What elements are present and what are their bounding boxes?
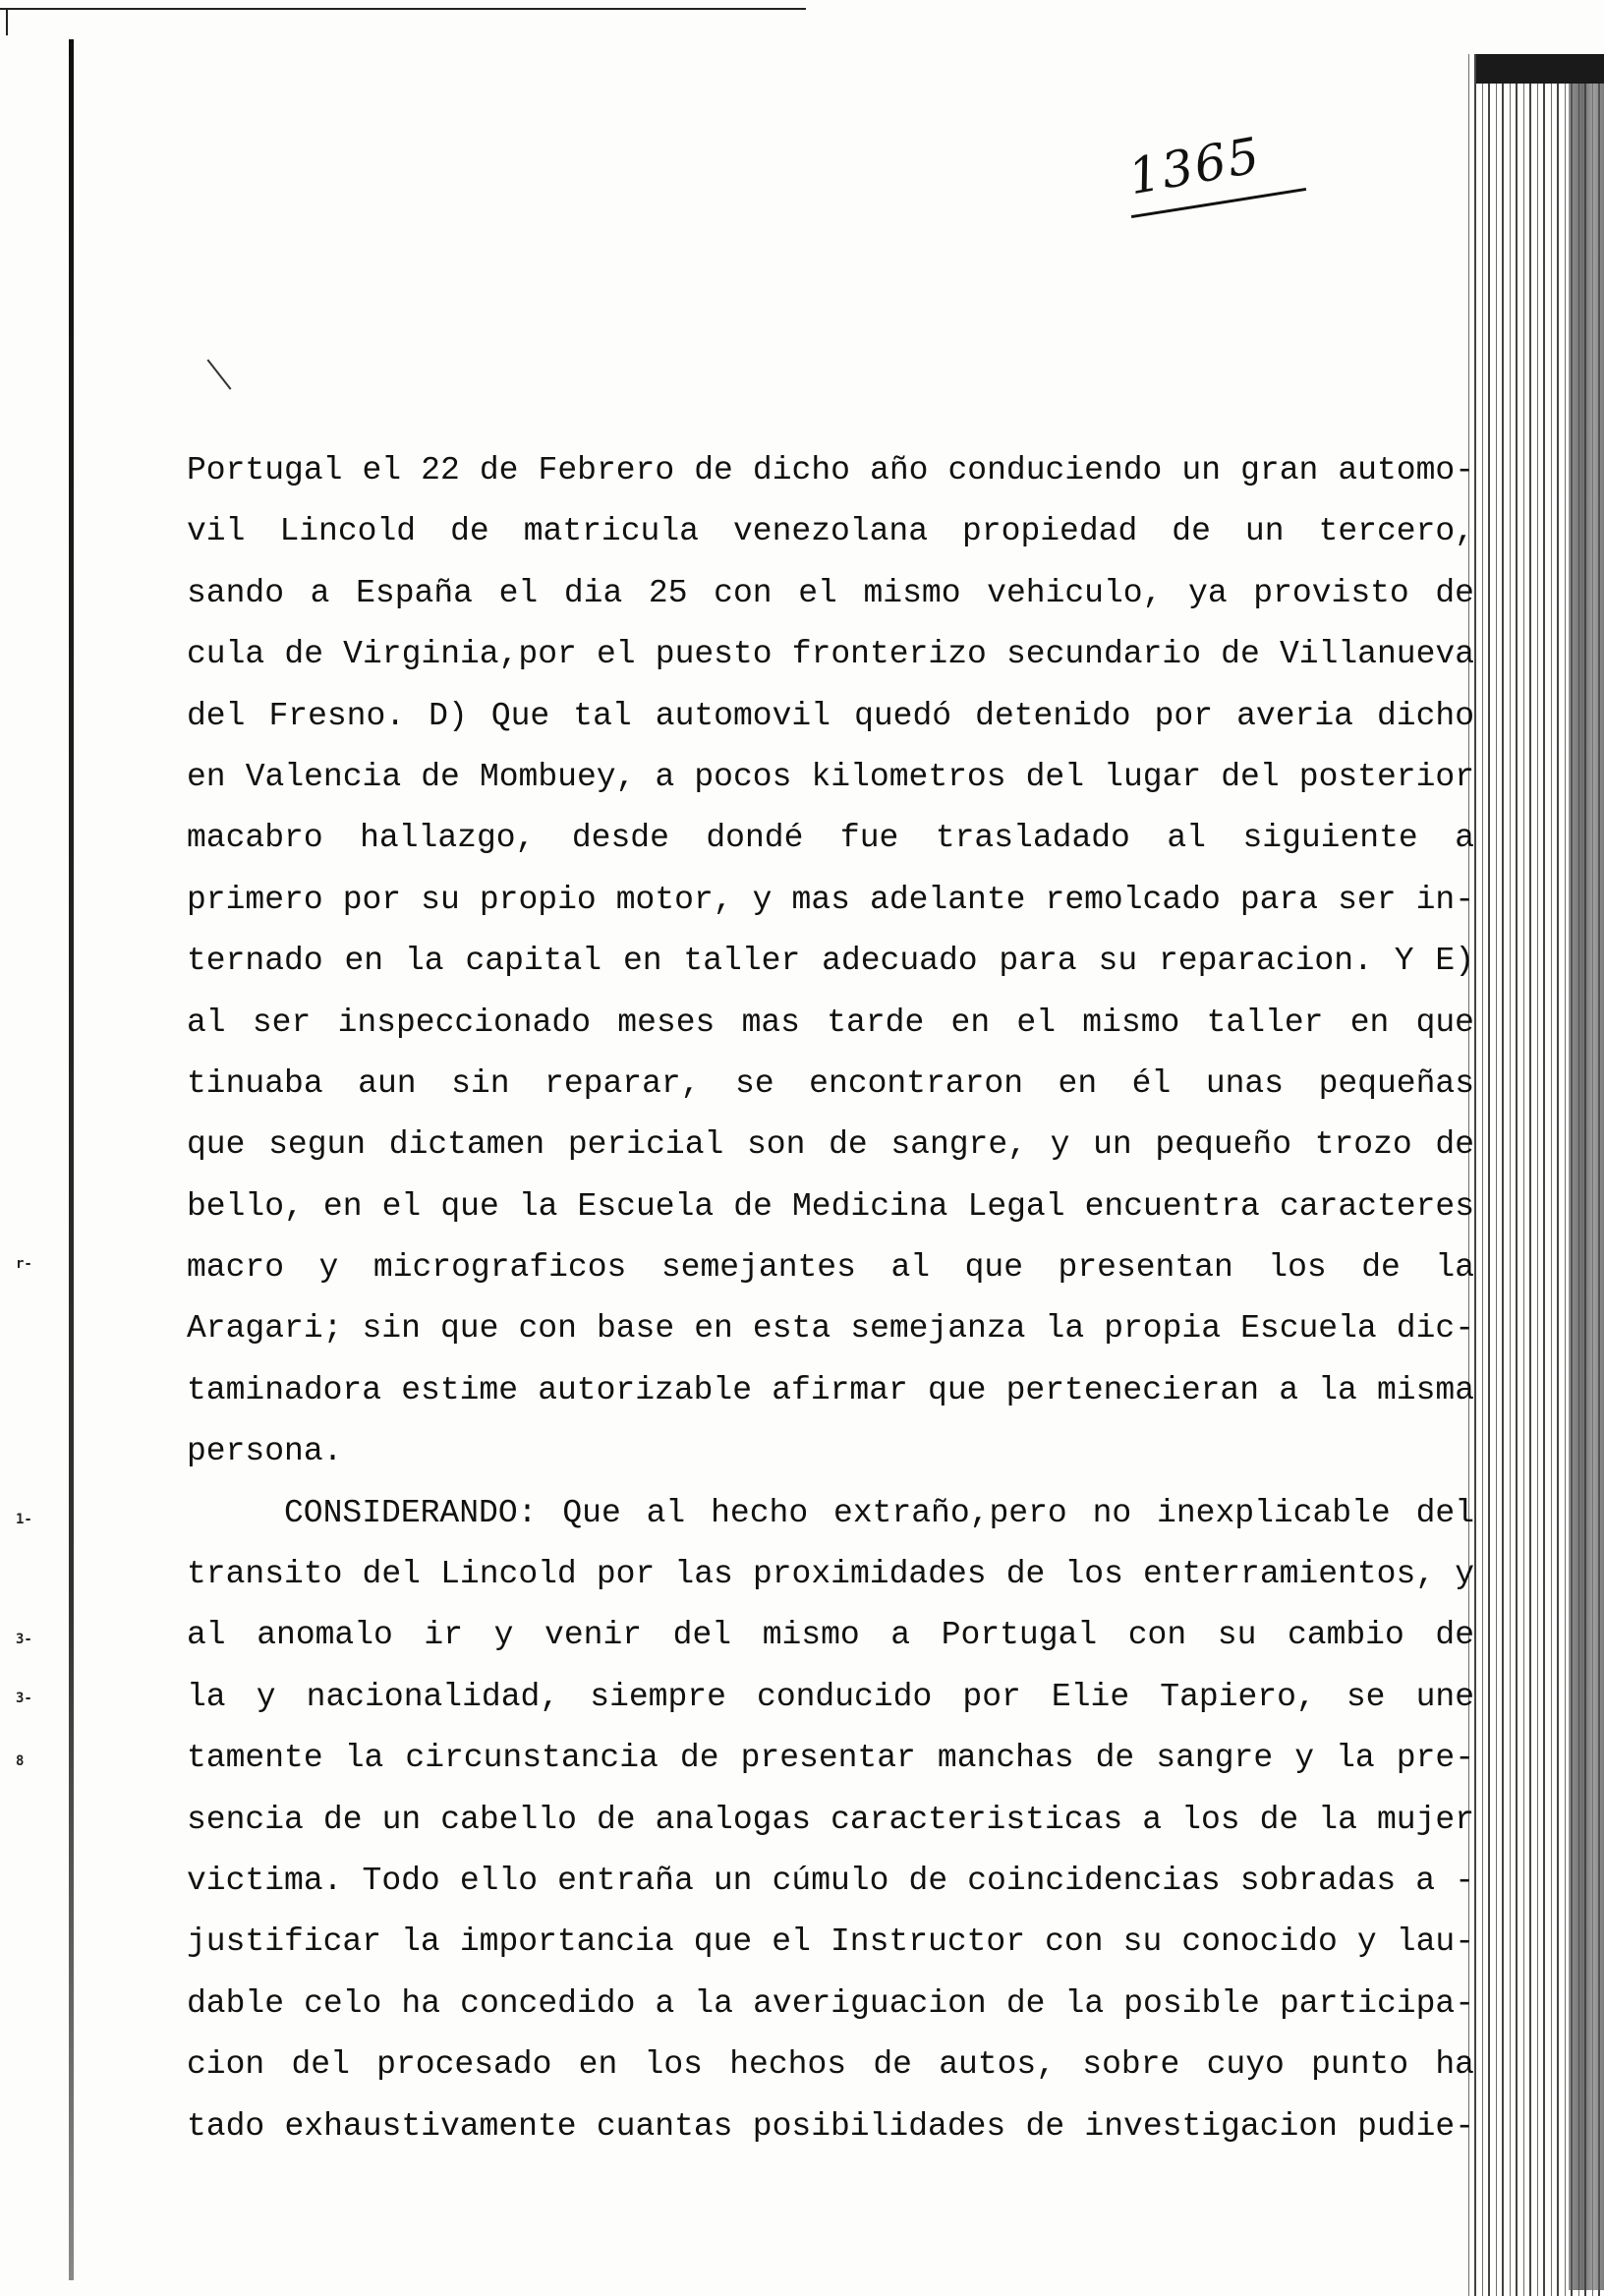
text-line: transito del Lincold por las proximidades de los enterramientos, y xyxy=(187,1556,1474,1593)
page-stack-top xyxy=(1476,54,1604,84)
stray-pen-mark xyxy=(207,359,232,389)
text-line: sando a España el dia 25 con el mismo vehiculo, ya provisto de xyxy=(187,574,1474,611)
text-line: tinuaba aun sin reparar, se encontraron en él unas pequeñas xyxy=(187,1064,1474,1102)
text-line: al anomalo ir y venir del mismo a Portugal con su cambio de xyxy=(187,1617,1474,1654)
text-line: tamente la circunstancia de presentar manchas de sangre y la pre- xyxy=(187,1740,1474,1777)
text-line: bello, en el que la Escuela de Medicina Legal encuentra caracteres xyxy=(187,1187,1474,1225)
scan-edge-corner xyxy=(6,8,8,35)
typed-body-text xyxy=(187,440,1474,2157)
text-line: Portugal el 22 de Febrero de dicho año conduciendo un gran automo- xyxy=(187,452,1474,488)
page-stack-shadow xyxy=(1569,59,1604,2290)
text-line: del Fresno. D) Que tal automovil quedó detenido por averia dicho xyxy=(187,697,1474,734)
text-line: tado exhaustivamente cuantas posibilidades de investigacion pudie- xyxy=(187,2107,1474,2145)
text-line: CONSIDERANDO: Que al hecho extraño,pero no inexplicable del xyxy=(284,1494,1474,1531)
text-line: macro y micrograficos semejantes al que presentan los de la xyxy=(187,1249,1474,1287)
text-line: victima. Todo ello entraña un cúmulo de coincidencias sobradas a - xyxy=(187,1862,1474,1899)
text-line: macabro hallazgo, desde dondé fue trasladado al siguiente a xyxy=(187,820,1474,857)
margin-mark: 3- xyxy=(16,1632,32,1647)
text-line: primero por su propio motor, y mas adelante remolcado para ser in- xyxy=(187,881,1474,918)
text-line: vil Lincold de matricula venezolana propiedad de un tercero, xyxy=(187,513,1474,550)
text-line: que segun dictamen pericial son de sangre, y un pequeño trozo de xyxy=(187,1126,1474,1164)
text-line: al ser inspeccionado meses mas tarde en el mismo taller en que xyxy=(187,1004,1474,1041)
text-line: dable celo ha concedido a la averiguacion de la posible participa- xyxy=(187,1984,1474,2022)
text-line: cula de Virginia,por el puesto fronterizo secundario de Villanueva xyxy=(187,636,1474,673)
text-line: justificar la importancia que el Instructor con su conocido y lau- xyxy=(187,1923,1474,1961)
margin-mark: r- xyxy=(16,1256,32,1272)
margin-mark: 3- xyxy=(16,1691,32,1706)
text-line: en Valencia de Mombuey, a pocos kilometros del lugar del posterior xyxy=(187,758,1474,795)
scan-edge-top xyxy=(0,8,806,10)
text-line: la y nacionalidad, siempre conducido por Elie Tapiero, se une xyxy=(187,1678,1474,1715)
text-line: Aragari; sin que con base en esta semejanza la propia Escuela dic- xyxy=(187,1310,1474,1348)
binding-margin-line xyxy=(69,39,74,2280)
margin-mark: 8 xyxy=(16,1753,25,1769)
page-number: 1365 xyxy=(1123,126,1266,206)
text-line: cion del procesado en los hechos de autos, sobre cuyo punto ha xyxy=(187,2046,1474,2084)
text-line: taminadora estime autorizable afirmar que pertenecieran a la misma xyxy=(187,1371,1474,1408)
margin-mark: 1- xyxy=(16,1512,32,1527)
text-line: sencia de un cabello de analogas caracteristicas a los de la mujer xyxy=(187,1801,1474,1838)
text-line: persona. xyxy=(187,1433,343,1470)
text-line: ternado en la capital en taller adecuado para su reparacion. Y E) xyxy=(187,943,1474,980)
